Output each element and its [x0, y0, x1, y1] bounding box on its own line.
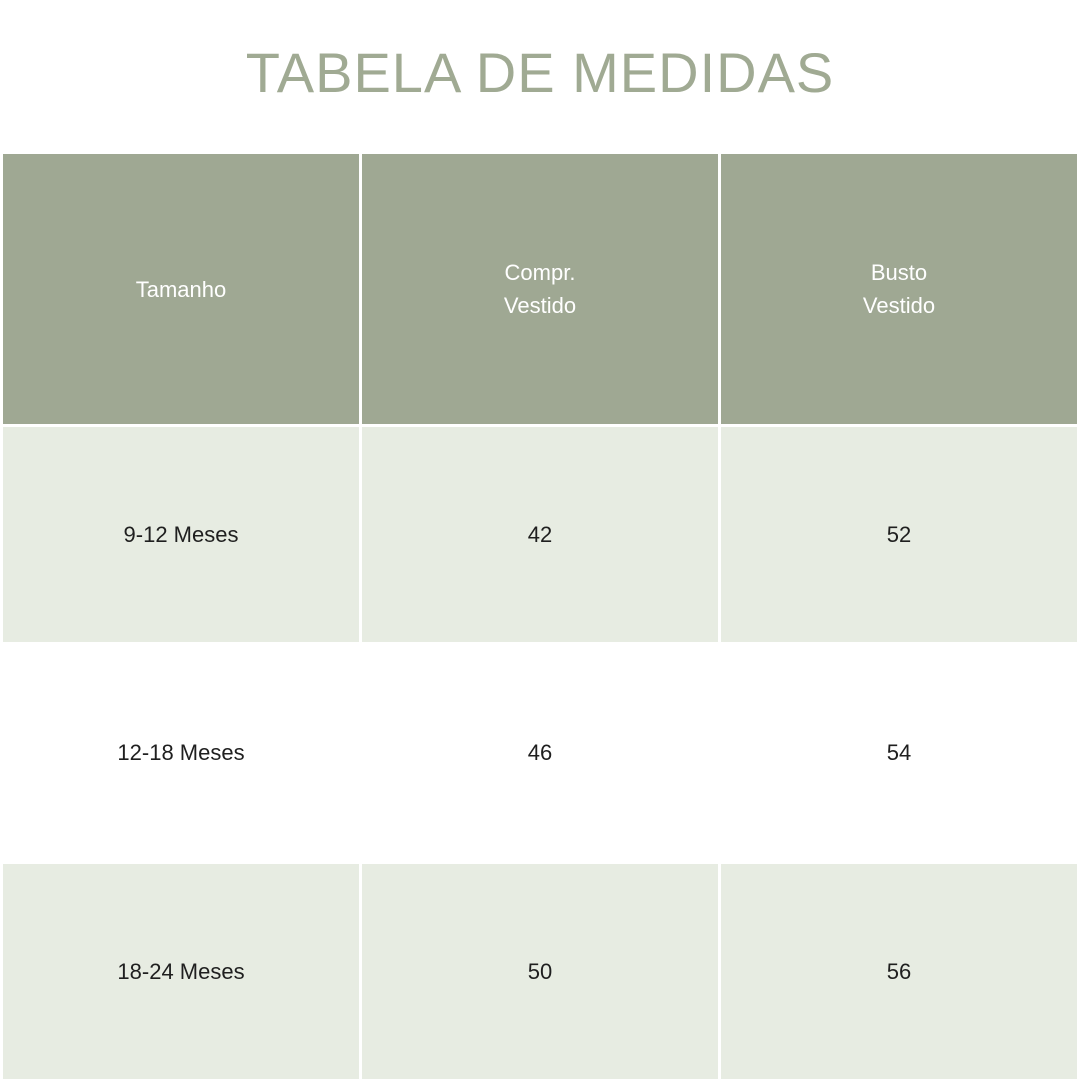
header-label: Busto Vestido	[862, 260, 936, 318]
header-cell-dress-bust	[721, 154, 1077, 424]
cell-value: 50	[527, 958, 553, 984]
table-cell-bust	[721, 427, 1077, 642]
cell-value: 12-18 Meses	[117, 740, 245, 765]
header-cell-dress-length	[362, 154, 718, 424]
table-cell-length	[362, 427, 718, 642]
table-cell-length	[362, 645, 718, 861]
header-label: Tamanho	[135, 276, 227, 302]
cell-value: 18-24 Meses	[117, 958, 245, 984]
size-table	[3, 154, 1077, 1079]
header-cell-size	[3, 154, 359, 424]
table-cell-size	[3, 427, 359, 642]
table-cell-size	[3, 864, 359, 1079]
cell-value: 54	[886, 740, 912, 765]
cell-value: 52	[886, 521, 912, 547]
cell-value: 46	[527, 740, 553, 765]
table-cell-length	[362, 864, 718, 1079]
page-title: TABELA DE MEDIDAS	[245, 41, 835, 104]
cell-value: 56	[886, 958, 912, 984]
table-cell-bust	[721, 864, 1077, 1079]
header-label: Compr. Vestido	[503, 260, 577, 318]
cell-value: 9-12 Meses	[123, 521, 239, 547]
table-cell-size	[3, 645, 359, 861]
cell-value: 42	[527, 521, 553, 547]
table-cell-bust	[721, 645, 1077, 861]
